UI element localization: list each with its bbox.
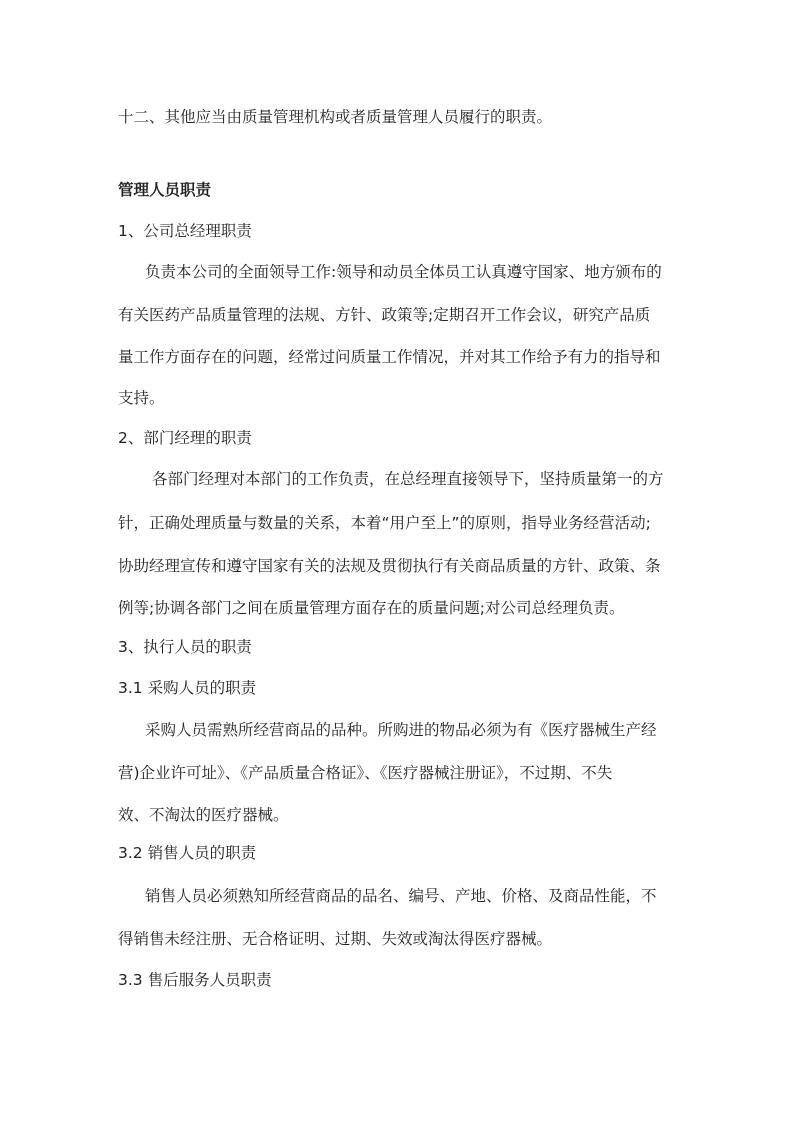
subheading: 2、部门经理的职责	[118, 429, 252, 447]
paragraph-line: 效、不淘汰的医疗器械。	[118, 806, 289, 824]
paragraph-line: 针，正确处理质量与数量的关系，本着“用户至上”的原则，指导业务经营活动;	[118, 514, 651, 532]
subheading: 3.2 销售人员的职责	[118, 844, 257, 862]
paragraph-line: 采购人员需熟所经营商品的品种。所购进的物品必须为有《医疗器械生产经	[145, 721, 657, 739]
paragraph-line: 营)企业许可址》、《产品质量合格证》、《医疗器械注册证》，不过期、不失	[118, 764, 613, 782]
paragraph-line: 协助经理宣传和遵守国家有关的法规及贯彻执行有关商品质量的方针、政策、条	[118, 557, 661, 575]
paragraph-line: 有关医药产品质量管理的法规、方针、政策等;定期召开工作会议，研究产品质	[118, 306, 651, 324]
paragraph-line: 支持。	[118, 389, 165, 407]
paragraph-line: 各部门经理对本部门的工作负责，在总经理直接领导下，坚持质量第一的方	[152, 470, 664, 488]
subheading: 3.3 售后服务人员职责	[118, 971, 272, 989]
paragraph-line: 量工作方面存在的问题，经常过问质量工作情况，并对其工作给予有力的指导和	[118, 348, 661, 366]
paragraph-line: 销售人员必须熟知所经营商品的品名、编号、产地、价格、及商品性能，不	[145, 887, 657, 905]
subheading: 3.1 采购人员的职责	[118, 679, 257, 697]
paragraph-line: 得销售未经注册、无合格证明、过期、失效或淘汰得医疗器械。	[118, 930, 553, 948]
section-heading: 管理人员职责	[118, 181, 212, 199]
paragraph-line: 例等;协调各部门之间在质量管理方面存在的质量问题;对公司总经理负责。	[118, 599, 625, 617]
paragraph-line: 负责本公司的全面领导工作:领导和动员全体员工认真遵守国家、地方颁布的	[145, 263, 662, 281]
subheading: 3、执行人员的职责	[118, 638, 252, 656]
paragraph-line: 十二、其他应当由质量管理机构或者质量管理人员履行的职责。	[118, 108, 553, 126]
subheading: 1、公司总经理职责	[118, 222, 252, 240]
